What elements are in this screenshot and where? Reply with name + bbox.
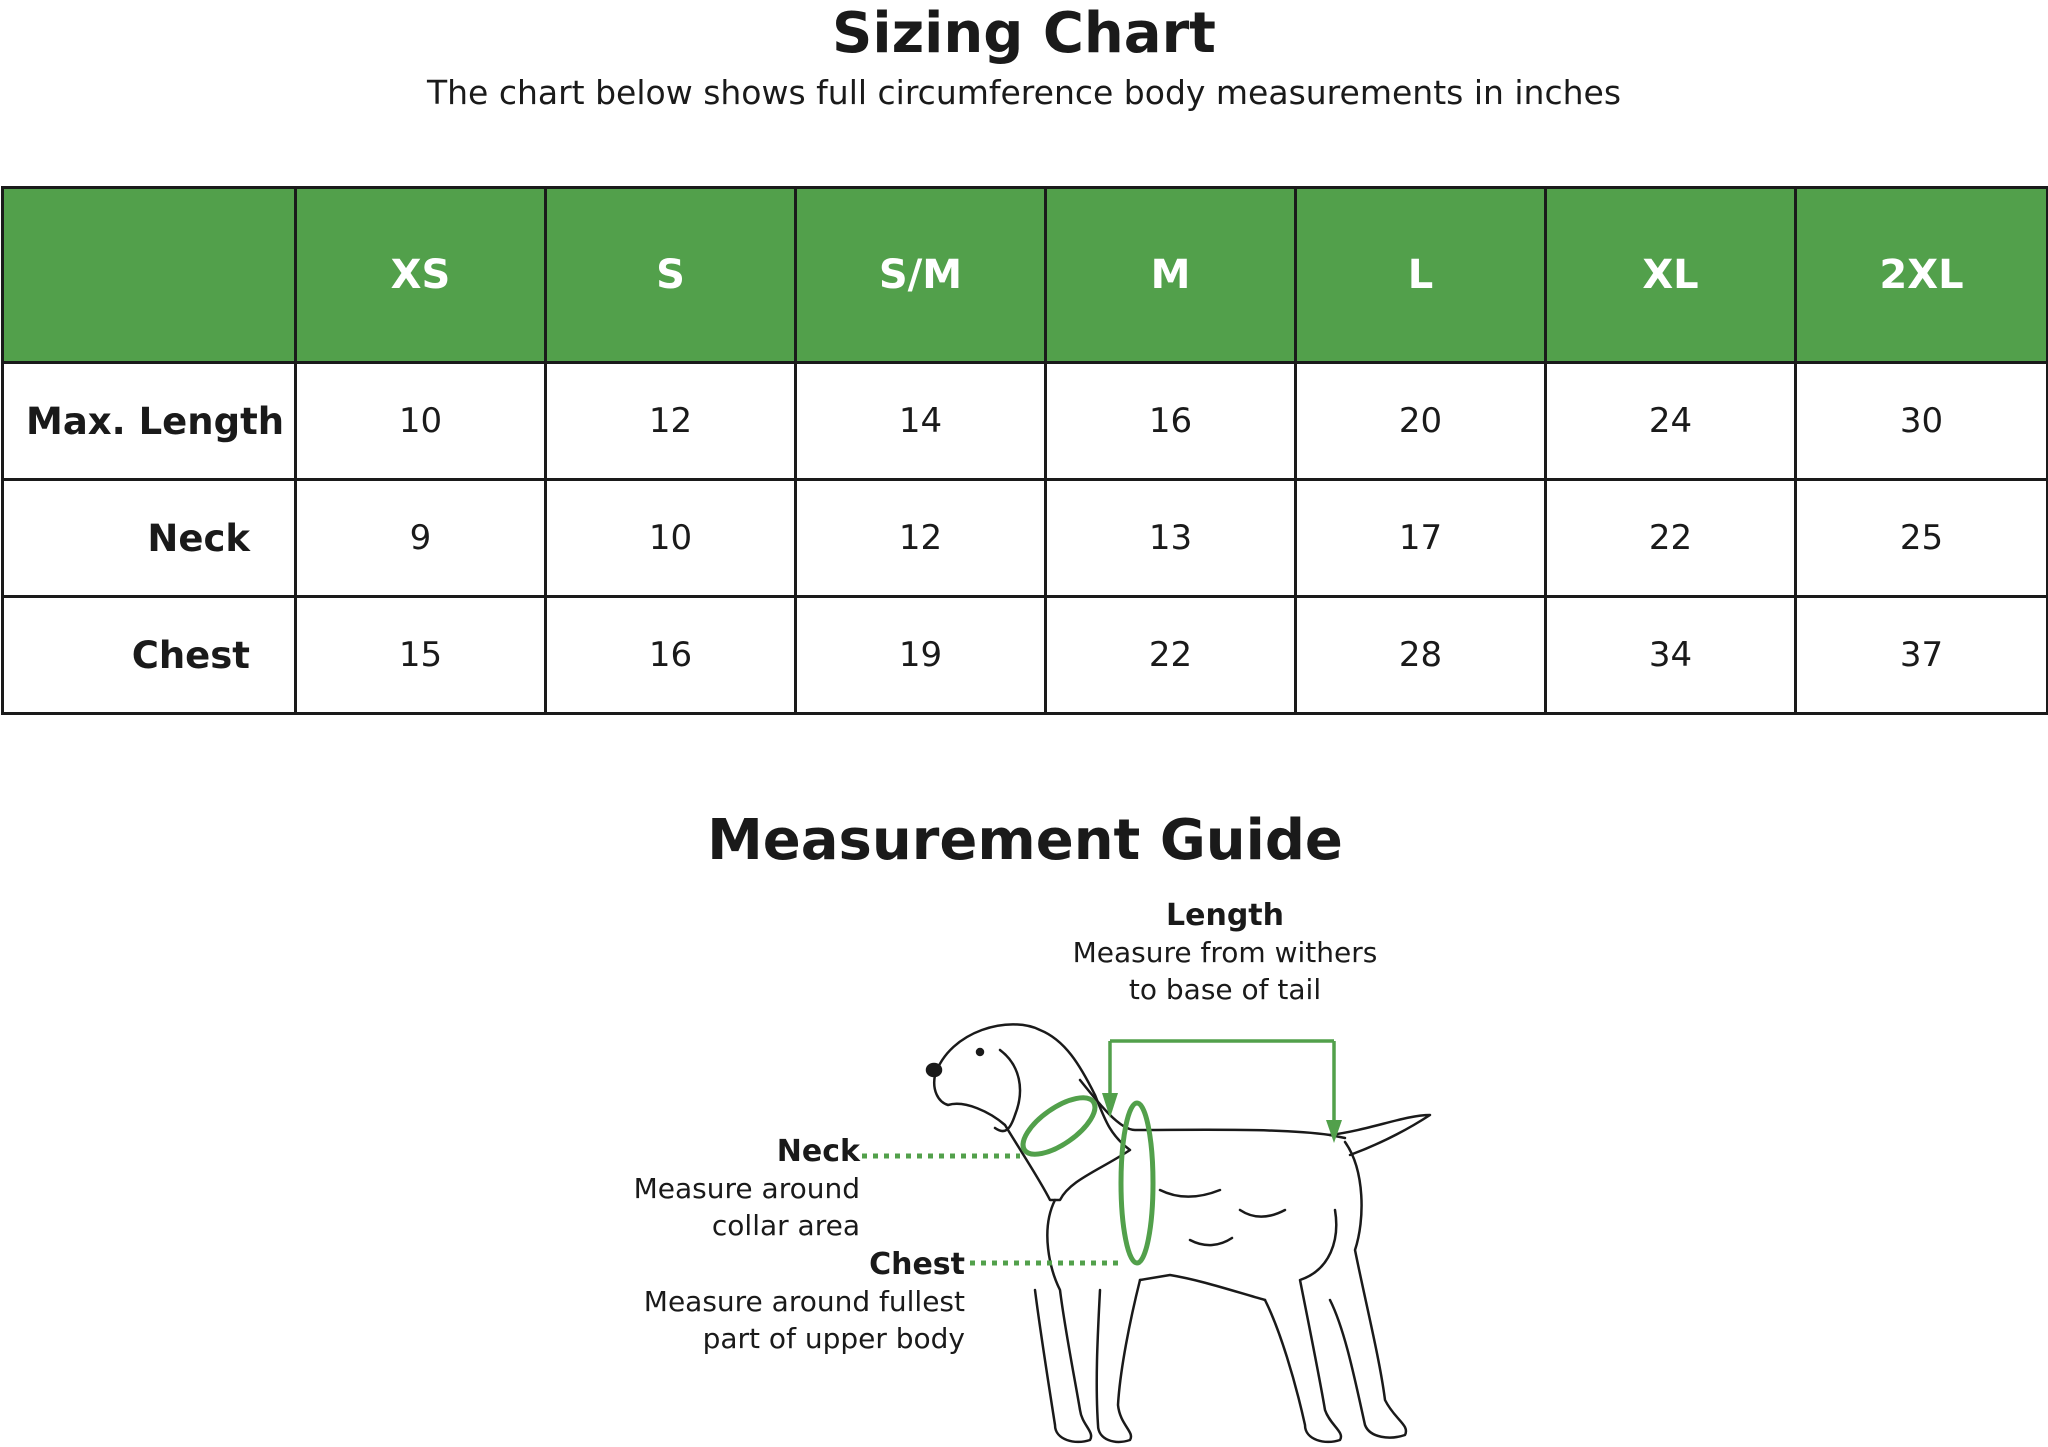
table-cell: 14 xyxy=(796,363,1046,480)
guide-title-text: Measurement Guide xyxy=(707,808,1343,873)
header-cell-m: M xyxy=(1046,188,1296,363)
table-cell: 24 xyxy=(1546,363,1796,480)
chest-desc-line1: Measure around fullest xyxy=(643,1285,965,1318)
table-cell: 28 xyxy=(1296,597,1546,714)
page-subtitle: The chart below shows full circumference body measurements in inches xyxy=(426,73,1622,112)
chest-desc-line2: part of upper body xyxy=(702,1322,965,1355)
row-label-neck: Neck xyxy=(3,480,296,597)
table-cell: 10 xyxy=(546,480,796,597)
table-cell: 12 xyxy=(796,480,1046,597)
table-row xyxy=(3,597,2048,714)
table-cell: 9 xyxy=(296,480,546,597)
neck-desc-line1: Measure around xyxy=(633,1172,860,1205)
table-cell: 19 xyxy=(796,597,1046,714)
guide-title xyxy=(0,808,2048,874)
table-cell: 17 xyxy=(1296,480,1546,597)
header-cell-empty xyxy=(3,188,296,363)
neck-label: Neck xyxy=(776,1134,860,1169)
header-cell-l: L xyxy=(1296,188,1546,363)
neck-desc-line2: collar area xyxy=(711,1209,860,1242)
table-row xyxy=(3,480,2048,597)
dog-outline-icon xyxy=(927,1024,1430,1442)
header-cell-sm: S/M xyxy=(796,188,1046,363)
chest-ring-icon xyxy=(1121,1103,1153,1263)
table-header-row xyxy=(3,188,2048,363)
length-label: Length xyxy=(1166,898,1284,933)
table-cell: 25 xyxy=(1796,480,2048,597)
table-cell: 34 xyxy=(1546,597,1796,714)
table-cell: 22 xyxy=(1046,597,1296,714)
page-title: Sizing Chart xyxy=(832,1,1216,66)
table-cell: 22 xyxy=(1546,480,1796,597)
length-desc-line1: Measure from withers xyxy=(1072,936,1378,969)
table-cell: 16 xyxy=(1046,363,1296,480)
table-cell: 13 xyxy=(1046,480,1296,597)
neck-ring-icon xyxy=(1014,1087,1103,1165)
header-cell-xs: XS xyxy=(296,188,546,363)
length-bracket-icon xyxy=(1102,1041,1342,1143)
table-cell: 37 xyxy=(1796,597,2048,714)
table-row xyxy=(3,363,2048,480)
table-cell: 10 xyxy=(296,363,546,480)
neck-annotation xyxy=(560,1133,860,1244)
table-cell: 16 xyxy=(546,597,796,714)
table-cell: 30 xyxy=(1796,363,2048,480)
chest-annotation xyxy=(620,1246,965,1357)
row-label-max-length: Max. Length xyxy=(3,363,296,480)
header-cell-xl: XL xyxy=(1546,188,1796,363)
header-cell-s: S xyxy=(546,188,796,363)
row-label-chest: Chest xyxy=(3,597,296,714)
table-cell: 12 xyxy=(546,363,796,480)
dog-measurement-diagram xyxy=(0,880,2048,1447)
length-desc-line2: to base of tail xyxy=(1128,973,1322,1006)
table-cell: 20 xyxy=(1296,363,1546,480)
sizing-table xyxy=(1,186,2048,715)
length-annotation xyxy=(1060,897,1390,1008)
table-cell: 15 xyxy=(296,597,546,714)
header-cell-2xl: 2XL xyxy=(1796,188,2048,363)
chest-label: Chest xyxy=(869,1247,965,1282)
